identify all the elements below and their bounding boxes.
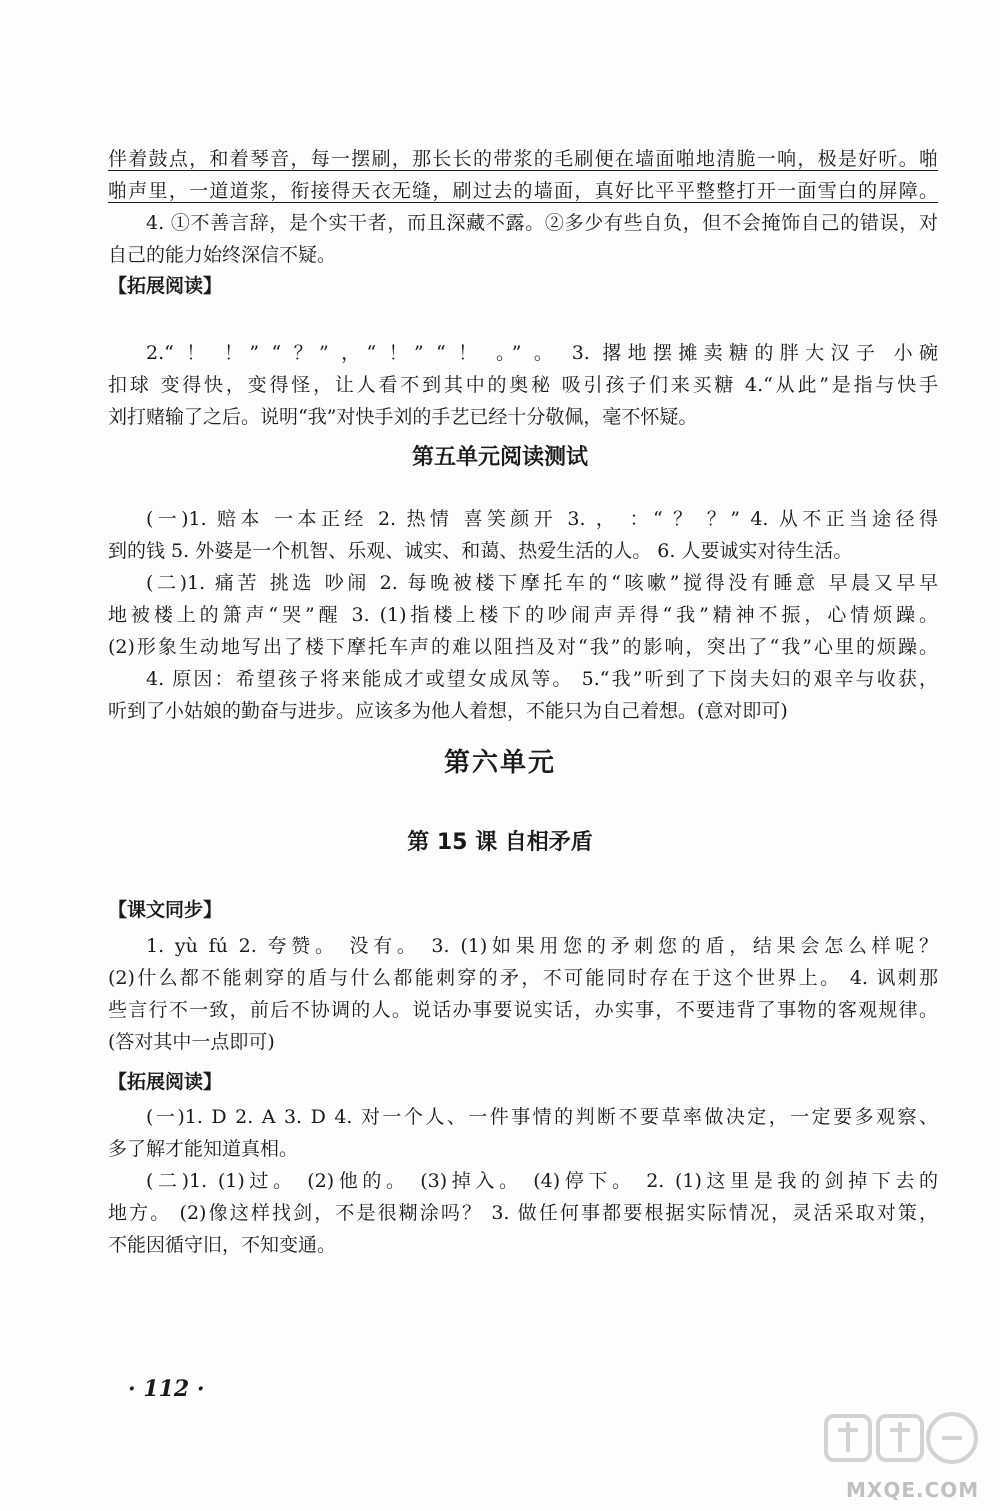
text-line: (一)1. D 2. A 3. D 4. 对一个人、一件事情的判断不要草率做决定，一定要多观察、 [146, 1106, 938, 1128]
text-line: (2)什么都不能刺穿的盾与什么都能刺穿的矛，不可能同时存在于这个世界上。 4. 讽刺那 [108, 967, 938, 989]
text-line: 不能因循守旧，不知变通。 [108, 1234, 337, 1256]
extended-reading-1-block [108, 337, 938, 433]
text-line: (答对其中一点即可) [108, 1031, 275, 1053]
text-sync-block [108, 930, 938, 1058]
text-line: 4. ①不善言辞，是个实干者，而且深藏不露。②多少有些自负，但不会掩饰自己的错误，对 [146, 212, 938, 234]
lesson15-heading: 第 15 课 自相矛盾 [407, 830, 593, 855]
watermark-text: MXQE.COM [846, 1478, 980, 1502]
text-line: 1. yù fú 2. 夸赞。 没有。 3. (1)如果用您的矛刺您的盾，结果会怎么样呢？ [146, 935, 938, 957]
text-line: (一)1. 赔本 一本正经 2. 热情 喜笑颜开 3. ， ：“ ？ ？” 4. 从不正当途径得 [146, 508, 938, 530]
unit5-test-block [108, 503, 938, 727]
page-number: · 112 · [128, 1376, 205, 1402]
section-label-text-sync: 【课文同步】 [108, 899, 223, 921]
text-line: (2)形象生动地写出了楼下摩托车声的难以阻挡及对“我”的影响，突出了“我”心里的烦躁。 [108, 636, 938, 658]
text-line: 地方。 (2)像这样找剑，不是很糊涂吗？ 3. 做任何事都要根据实际情况，灵活采取对策， [108, 1202, 938, 1224]
text-line: 地被楼上的箫声“哭”醒 3. (1)指楼上楼下的吵闹声弄得“我”精神不振，心情烦躁。 [108, 604, 938, 626]
text-line: 多了解才能知道真相。 [108, 1138, 299, 1160]
section-label-extended-reading: 【拓展阅读】 [108, 275, 223, 297]
unit5-test-heading: 第五单元阅读测试 [411, 445, 588, 470]
text-line: 伴着鼓点，和着琴音，每一摆刷，那长长的带浆的毛刷便在墙面啪地清脆一响，极是好听。啪 [108, 148, 938, 170]
text-line: 到的钱 5. 外婆是一个机智、乐观、诚实、和蔼、热爱生活的人。 6. 人要诚实对待生活。 [108, 540, 853, 562]
text-line: 扣球 变得快，变得怪，让人看不到其中的奥秘 吸引孩子们来买糖 4.“从此”是指与快手 [108, 374, 938, 396]
text-line: 听到了小姑娘的勤奋与进步。应该多为他人着想，不能只为自己着想。(意对即可) [108, 700, 788, 722]
text-line: (二)1. (1)过。 (2)他的。 (3)掉入。 (4)停下。 2. (1)这里是我的剑掉下去的 [146, 1170, 938, 1192]
unit6-heading: 第六单元 [443, 748, 556, 778]
top-answer-block [108, 143, 938, 271]
text-line: 4. 原因：希望孩子将来能成才或望女成凤等。 5.“我”听到了下岗夫妇的艰辛与收获， [146, 668, 938, 690]
section-label-extended-reading: 【拓展阅读】 [108, 1071, 223, 1093]
text-line: 刘打赌输了之后。说明“我”对快手刘的手艺已经十分敬佩，毫不怀疑。 [108, 406, 698, 428]
text-line: 些言行不一致，前后不协调的人。说话办事要说实话，办实事，不要违背了事物的客观规律。 [108, 999, 938, 1021]
extended-reading-2-block [108, 1101, 938, 1261]
text-line: 自己的能力始终深信不疑。 [108, 244, 337, 266]
text-line: 啪声里，一道道浆，衔接得天衣无缝，刷过去的墙面，真好比平平整整打开一面雪白的屏障。 [108, 180, 938, 202]
text-line: (二)1. 痛苦 挑选 吵闹 2. 每晚被楼下摩托车的“咳嗽”搅得没有睡意 早晨又早早 [146, 572, 938, 594]
text-line: 2.“ ！ ！” “ ？” ，“ ！” “ ！ 。” 。 3. 撂地摆摊卖糖的胖大汉子 小碗 [146, 342, 938, 364]
